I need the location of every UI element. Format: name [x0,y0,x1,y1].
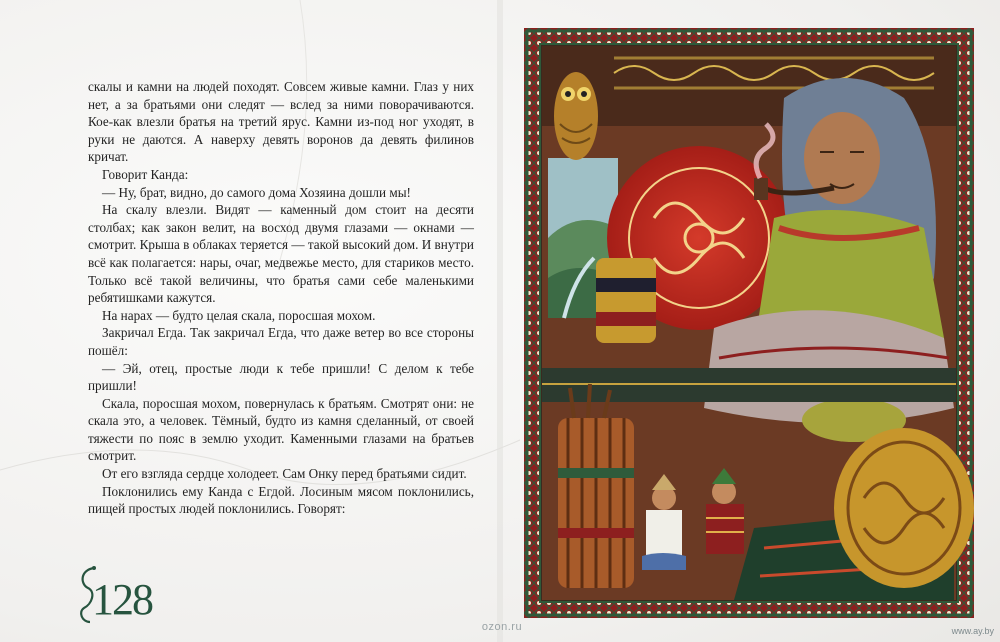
paragraph: — Ну, брат, видно, до самого дома Хозяина дошли мы! [102,184,411,200]
paragraph: скалы и камни на людей походят. Совсем живые камни. Глаз у них нет, а за братьями они следят — вслед за ними поворачиваются. Кое-как влезли братья на третий ярус. Камни из-под ног уходят, в руки не даются. А наверху девять воронов да девять филинов кричат. [88,79,474,165]
paragraph: На нарах — будто целая скала, поросшая мохом. [102,307,376,323]
story-text [88,78,474,518]
paragraph: — Эй, отец, простые люди к тебе пришли! С делом к тебе пришли! [88,360,474,394]
paragraph: Поклонились ему Канда с Егдой. Лосиным мясом поклонились, пищей простых людей поклонились. Говорят: [88,483,474,517]
page-number [74,570,164,630]
watermark-ay: www.ay.by [951,626,994,636]
page-number-text: 128 [92,575,152,624]
paragraph: Говорит Канда: [102,166,189,182]
paragraph: От его взгляда сердце холодеет. Сам Онку перед братьями сидит. [102,466,467,482]
illustration [524,28,974,618]
paragraph: На скалу влезли. Видят — каменный дом стоит на десяти столбах; как закон велит, на восход двумя глазами — окнами — смотрит. Крыша в облаках теряется — такой высокий дом. И внутри всё как полагается: нары, очаг, медвежье место, для стариков место. Только всё такой величины, что братья сами себе маленькими ребятишками кажутся. [88,202,474,306]
paragraph: Скала, поросшая мохом, повернулась к братьям. Смотрят они: не скала это, а человек. Тёмный, будто из камня сделанный, от своей тяжести по пояс в землю уходит. Каменными глазами на братьев смотрит. [88,395,474,464]
watermark-ozon: ozon.ru [481,621,523,633]
paragraph: Закричал Егда. Так закричал Егда, что даже ветер во все стороны пошёл: [88,325,474,358]
